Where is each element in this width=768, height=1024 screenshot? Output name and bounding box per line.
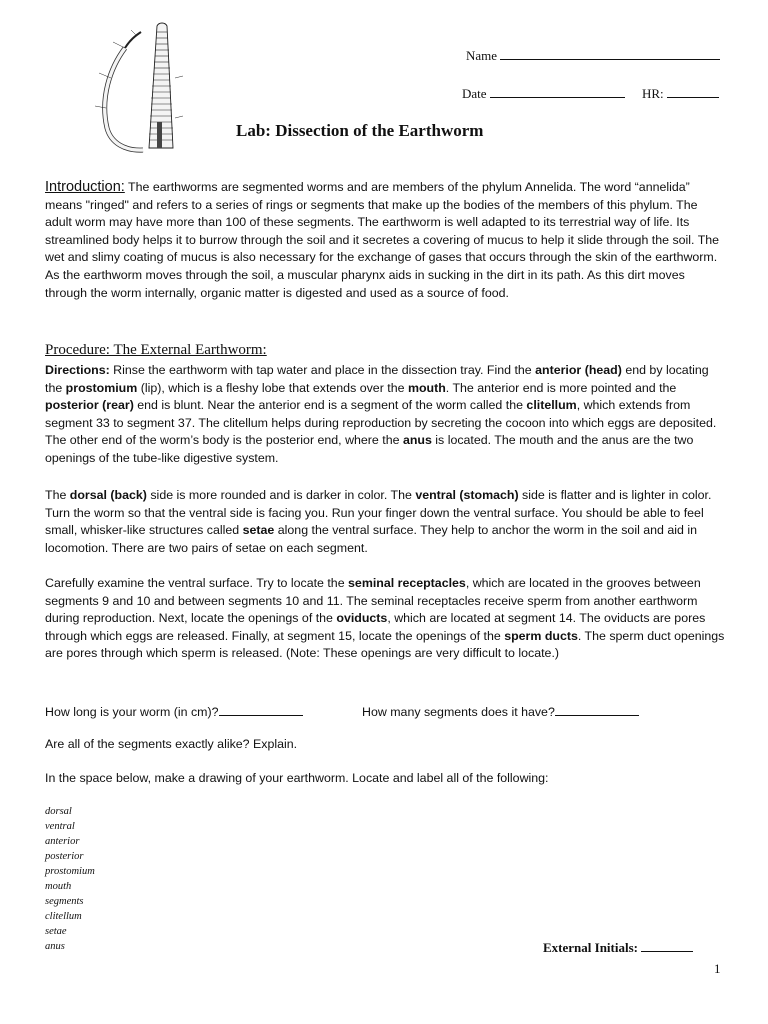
external-initials-blank[interactable]	[641, 939, 693, 952]
text-run: side is flatter and is lighter in color. Turn the worm so that the ventral side is facing you. Run your finger down the ventral surface. You should be able to feel small, whisker-like structures called	[45, 488, 712, 538]
label-item: ventral	[45, 821, 75, 832]
term-seminal-receptacles: seminal receptacles	[348, 576, 466, 590]
term-oviducts: oviducts	[336, 611, 388, 626]
date-field[interactable]	[462, 85, 625, 102]
hr-label: HR:	[642, 86, 664, 101]
length-answer-blank[interactable]	[219, 703, 303, 716]
dorsal-ventral-paragraph	[45, 487, 725, 557]
text-run: (lip), which is a fleshy lobe that extends over the	[137, 380, 408, 395]
hr-blank[interactable]	[667, 85, 719, 98]
date-blank[interactable]	[490, 85, 625, 98]
text-run: , which are located at segment 14. The oviducts are pores through which eggs are released. Finally, at segment 15, locate the openings of the	[45, 611, 706, 643]
term-ventral: ventral (stomach)	[415, 488, 519, 502]
term-anus: anus	[402, 433, 432, 448]
question-segments	[362, 703, 639, 719]
text-run: . The sperm duct openings are pores through which sperm is released. (Note: These openings are very difficult to locate.)	[45, 628, 725, 661]
text-run: side is more rounded and is darker in color. The	[146, 488, 416, 502]
external-initials-label: External Initials:	[543, 940, 638, 955]
text-run: Carefully examine the ventral surface. Try to locate the	[45, 576, 349, 590]
term-posterior: posterior (rear)	[45, 398, 134, 413]
directions-label: Directions:	[45, 363, 110, 377]
label-item: clitellum	[45, 911, 82, 922]
date-label: Date	[462, 86, 487, 101]
label-item: anterior	[45, 836, 80, 847]
text-run: is located. The mouth and the anus are the two openings of the tube-like digestive system.	[45, 433, 694, 465]
introduction-text: The earthworms are segmented worms and are members of the phylum Annelida. The word “annelida” means "ringed" and refers to a series of rings or segments that make up the bodies of the members of this phylum. The adult worm may have more than 100 of these segments. The earthworm is well adapted to its terrestrial way of life. Its streamlined body helps it to burrow through the soil and it secretes a covering of mucus to help it slide through the soil. The wet and slimy coating of mucus is also necessary for the exchange of gases that occurs through the skin of the earthworm. As the earthworm moves through the soil, a muscular pharynx aids in sucking in the dirt in its path. As this dirt moves through the worm internally, organic matter is digested and used as a source of food.	[45, 180, 720, 300]
label-item: dorsal	[45, 806, 72, 817]
label-list	[45, 804, 95, 954]
ventral-surface-paragraph	[45, 575, 725, 663]
term-anterior: anterior (head)	[535, 363, 622, 377]
question-segments-text: How many segments does it have?	[362, 705, 555, 719]
label-item: anus	[45, 941, 65, 952]
term-setae: setae	[242, 523, 275, 538]
page-number: 1	[714, 961, 721, 976]
page-title: Lab: Dissection of the Earthworm	[236, 121, 484, 140]
text-run: The	[45, 488, 70, 502]
introduction-heading: Introduction:	[45, 179, 125, 195]
label-item: prostomium	[45, 866, 95, 877]
earthworm-illustration	[85, 18, 195, 160]
term-mouth: mouth	[407, 380, 446, 395]
external-initials[interactable]	[543, 939, 693, 956]
label-item: posterior	[45, 851, 84, 862]
question-segments-alike: Are all of the segments exactly alike? Explain.	[45, 737, 298, 751]
question-length	[45, 703, 303, 719]
text-run: along the ventral surface. They help to anchor the worm in the soil and aid in locomotion. There are two pairs of setae on each segment.	[45, 523, 698, 555]
term-dorsal: dorsal (back)	[69, 488, 147, 502]
text-run: . The anterior end is more pointed and the	[445, 380, 677, 395]
introduction-paragraph	[45, 179, 725, 302]
term-prostomium: prostomium	[65, 380, 138, 395]
directions-paragraph	[45, 362, 725, 468]
text-run: , which extends from segment 33 to segment 37. The clitellum helps during reproduction by secreting the cocoon into which eggs are deposited. The other end of the worm’s body is the posterior end, where the	[45, 398, 717, 448]
drawing-instructions: In the space below, make a drawing of your earthworm. Locate and label all of the following:	[45, 771, 549, 785]
text-run: , which are located in the grooves between segments 9 and 10 and between segments 10 and 11. The seminal receptacles receive sperm from another earthworm during reproduction. Next, locate the openings of the	[45, 576, 701, 626]
question-length-text: How long is your worm (in cm)?	[45, 705, 219, 719]
name-blank[interactable]	[500, 47, 720, 60]
procedure-heading: Procedure: The External Earthworm:	[45, 342, 267, 358]
text-run: Rinse the earthworm with tap water and place in the dissection tray. Find the	[109, 363, 536, 377]
segments-answer-blank[interactable]	[555, 703, 639, 716]
term-sperm-ducts: sperm ducts	[504, 628, 578, 643]
text-run: end is blunt. Near the anterior end is a segment of the worm called the	[133, 398, 527, 413]
name-label: Name	[466, 48, 498, 63]
label-item: mouth	[45, 881, 72, 892]
text-run: end by locating the	[45, 363, 709, 395]
label-item: setae	[45, 926, 67, 937]
term-clitellum: clitellum	[526, 398, 577, 413]
name-field[interactable]	[466, 47, 720, 64]
label-item: segments	[45, 896, 84, 907]
hr-field[interactable]	[642, 85, 719, 102]
